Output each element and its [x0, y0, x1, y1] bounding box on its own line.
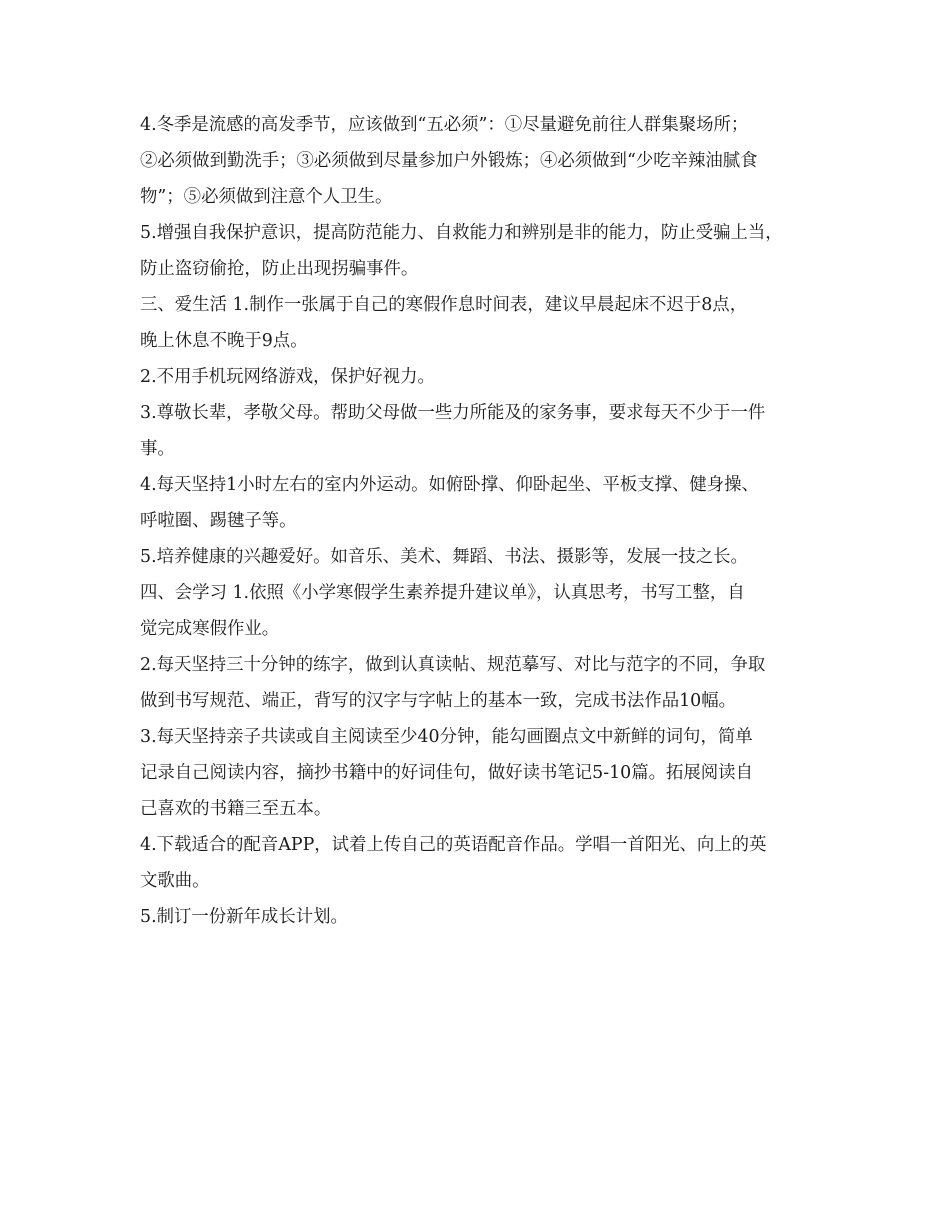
text-line: 3.每天坚持亲子共读或自主阅读至少40分钟，能勾画圈点文中新鲜的词句，简单 — [140, 727, 753, 747]
text-line: 己喜欢的书籍三至五本。 — [140, 799, 332, 819]
section-heading-line: 四、会学习 1.依照《小学寒假学生素养提升建议单》，认真思考，书写工整，自 — [140, 583, 745, 603]
text-line: 5.制订一份新年成长计划。 — [140, 907, 348, 927]
text-line: 3.尊敬长辈，孝敬父母。帮助父母做一些力所能及的家务事，要求每天不少于一件 — [140, 403, 766, 423]
text-line: 做到书写规范、端正，背写的汉字与字帖上的基本一致，完成书法作品10幅。 — [140, 691, 737, 711]
section-heading-line: 三、爱生活 1.制作一张属于自己的寒假作息时间表，建议早晨起床不迟于8点， — [140, 295, 748, 315]
text-line: 觉完成寒假作业。 — [140, 619, 280, 639]
text-line: 物”；⑤必须做到注意个人卫生。 — [140, 187, 393, 207]
text-line: 5.培养健康的兴趣爱好。如音乐、美术、舞蹈、书法、摄影等，发展一技之长。 — [140, 547, 748, 567]
text-line: 2.每天坚持三十分钟的练字，做到认真读帖、规范摹写、对比与范字的不同，争取 — [140, 655, 766, 675]
text-line: 4.每天坚持1小时左右的室内外运动。如俯卧撑、仰卧起坐、平板支撑、健身操、 — [140, 475, 759, 495]
text-line: 防止盗窃偷抢，防止出现拐骗事件。 — [140, 259, 419, 279]
text-line: 晚上休息不晚于9点。 — [140, 331, 308, 351]
text-line: ②必须做到勤洗手；③必须做到尽量参加户外锻炼；④必须做到“少吃辛辣油腻食 — [140, 151, 758, 171]
text-line: 文歌曲。 — [140, 871, 210, 891]
text-line: 呼啦圈、踢毽子等。 — [140, 511, 297, 531]
text-line: 事。 — [140, 439, 175, 459]
text-line: 4.下载适合的配音APP，试着上传自己的英语配音作品。学唱一首阳光、向上的英 — [140, 835, 767, 855]
document-body — [140, 107, 830, 935]
text-line: 2.不用手机玩网络游戏，保护好视力。 — [140, 367, 435, 387]
text-line: 5.增强自我保护意识，提高防范能力、自救能力和辨别是非的能力，防止受骗上当， — [140, 223, 783, 243]
text-line: 4.冬季是流感的高发季节，应该做到“五必须”：①尽量避免前往人群集聚场所； — [140, 115, 749, 135]
text-line: 记录自己阅读内容，摘抄书籍中的好词佳句，做好读书笔记5-10篇。拓展阅读自 — [140, 763, 753, 783]
